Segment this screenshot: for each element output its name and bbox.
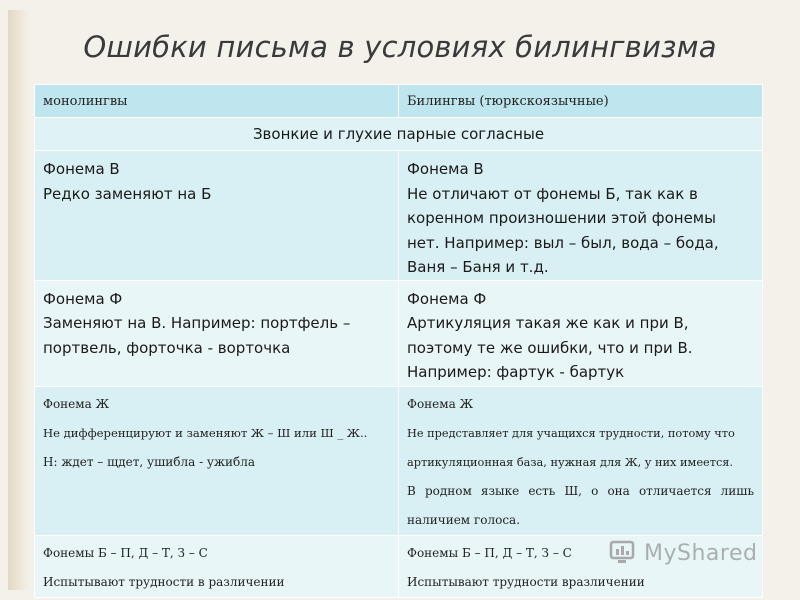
header-bilingual: Билингвы (тюркскоязычные) — [399, 85, 763, 118]
watermark-text: MyShared — [644, 540, 758, 566]
cell-left-phoneme-v: Фонема В Редко заменяют на Б — [35, 151, 399, 281]
table-row — [35, 280, 763, 386]
table-row — [35, 386, 763, 535]
mysahred-logo-icon — [608, 538, 638, 568]
header-monolingual: монолингвы — [35, 85, 399, 118]
page-edge-decoration — [8, 10, 30, 590]
table-row — [35, 151, 763, 281]
cell-right-phoneme-v: Фонема В Не отличают от фонемы Б, так как в коренном произношении этой фонемы нет. Например: выл – был, вода – бода, Ваня – Баня и т.д. — [399, 151, 763, 281]
watermark — [608, 536, 757, 570]
cell-right-phoneme-f: Фонема Ф Артикуляция такая же как и при В, поэтому те же ошибки, что и при В. Например: фартук - бартук — [399, 280, 763, 386]
cell-left-phoneme-f: Фонема Ф Заменяют на В. Например: портфель – портвель, форточка - ворточка — [35, 280, 399, 386]
table-subheader-row — [35, 118, 763, 151]
cell-left-phoneme-zh: Фонема Ж Не дифференцируют и заменяют Ж – Ш или Ш _ Ж.. Н: ждет – щдет, ушибла - ужибла — [35, 386, 399, 535]
slide-title: Ошибки письма в условиях билингвизма — [83, 30, 717, 64]
cell-right-paired-phonemes: Фонемы Б – П, Д – Т, З – С Испытывают трудности вразличении — [399, 535, 763, 597]
comparison-table — [34, 84, 763, 598]
cell-left-paired-phonemes: Фонемы Б – П, Д – Т, З – С Испытывают трудности в различении — [35, 535, 399, 597]
cell-right-phoneme-zh: Фонема Ж Не представляет для учащихся трудности, потому что артикуляционная база, нужная для Ж, у них имеется. В родном языке есть Ш, о она отличается лишь наличием голоса. — [399, 386, 763, 535]
subheader-voiced-voiceless: Звонкие и глухие парные согласные — [35, 118, 763, 151]
table-header-row — [35, 85, 763, 118]
